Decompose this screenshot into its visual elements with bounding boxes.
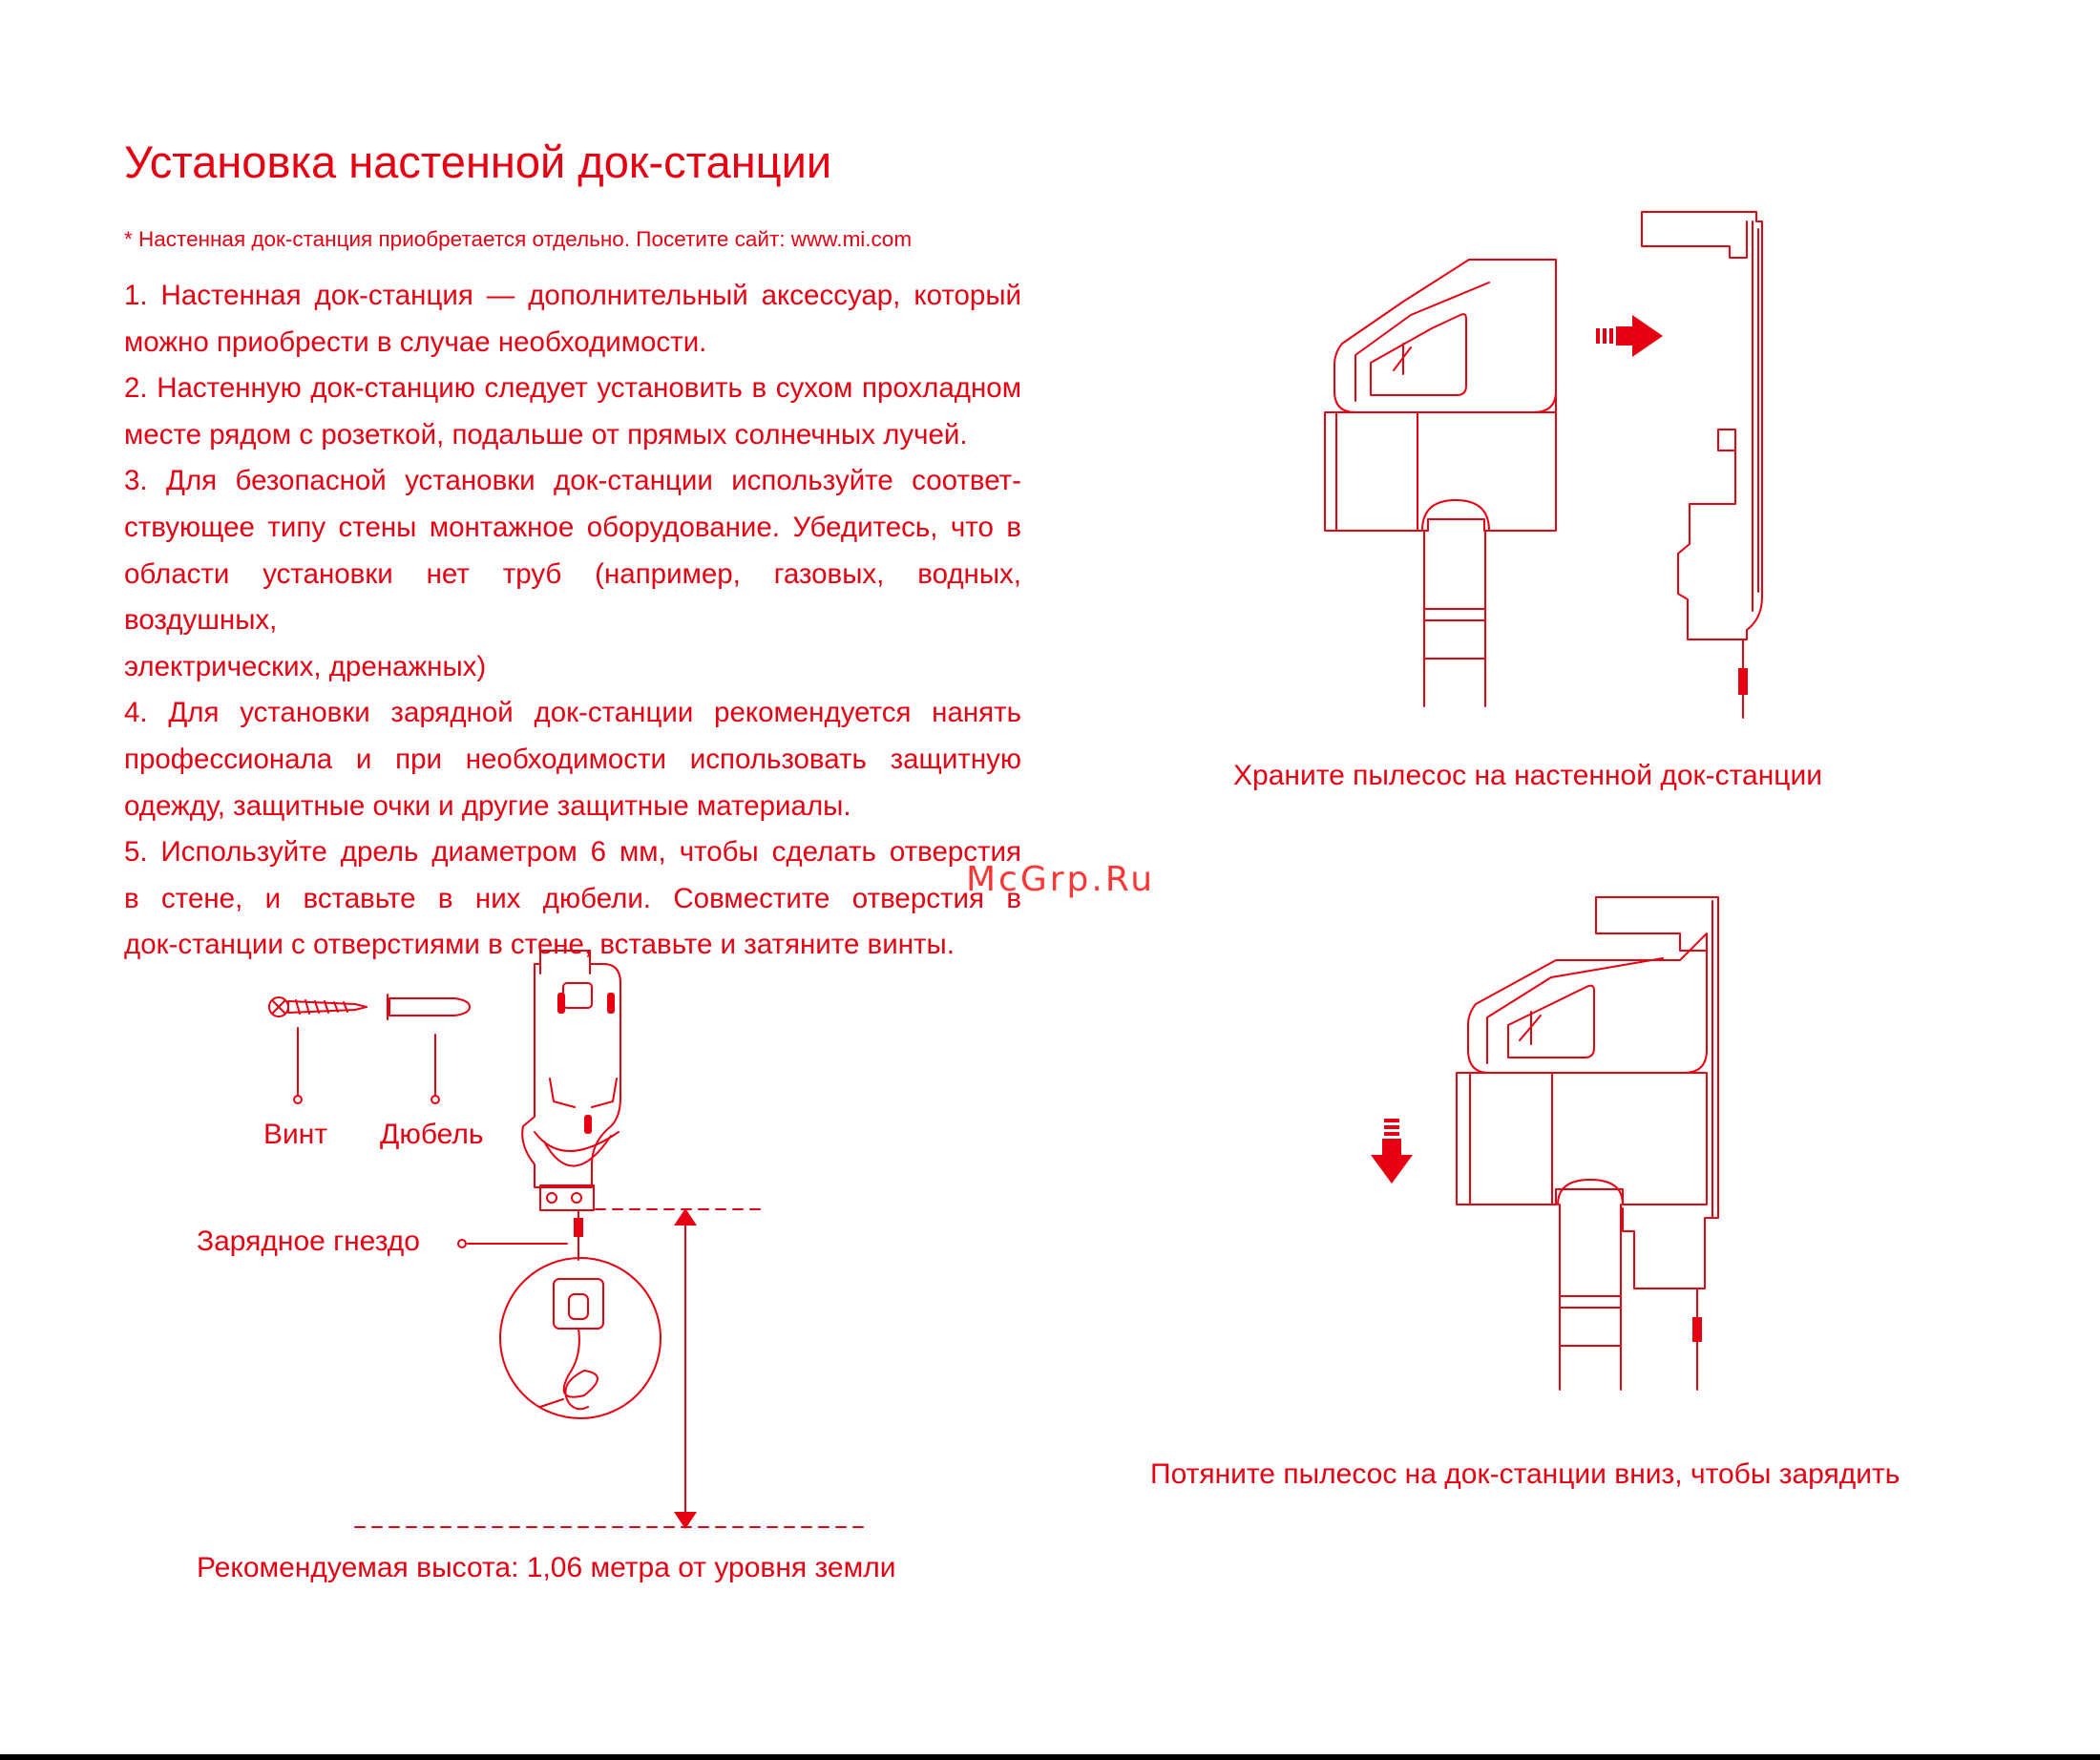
store-caption: Храните пылесос на настенной док-станции [1233, 760, 1822, 791]
instruction-line: 3. Для безопасной установки док-станции используйте соответ- [124, 465, 1021, 497]
instruction-line: можно приобрести в случае необходимости. [124, 325, 707, 358]
pull-caption: Потяните пылесос на док-станции вниз, чтобы зарядить [1150, 1458, 1900, 1490]
screw-icon [269, 997, 367, 1103]
socket-callout [458, 1240, 661, 1418]
instruction-line: одежду, защитные очки и другие защитные материалы. [124, 789, 851, 822]
instruction-line: 2. Настенную док-станцию следует установить в сухом прохладном [124, 372, 1021, 405]
arrow-right-icon [1596, 315, 1663, 357]
instruction-line: в стене, и вставьте в них дюбели. Совместите отверстия в [124, 882, 1021, 914]
socket-label: Зарядное гнездо [197, 1226, 420, 1257]
anchor-label: Дюбель [380, 1119, 484, 1150]
instruction-line: электрических, дренажных) [124, 650, 487, 682]
wall-dock-illustration-top [1642, 212, 1762, 718]
instruction-line: области установки нет труб (например, газовых, водных, воздушных, [124, 557, 1021, 637]
instruction-line: 1. Настенная док-станция — дополнительный аксессуар, который [124, 280, 1021, 311]
purchase-note: * Настенная док-станция приобретается отдельно. Посетите сайт: www.mi.com [124, 227, 913, 251]
height-dimension [355, 1208, 869, 1529]
instruction-line: месте рядом с розеткой, подальше от прямых солнечных лучей. [124, 418, 968, 450]
screw-label: Винт [263, 1119, 328, 1150]
watermark-text: McGrp.Ru [966, 860, 1156, 899]
instruction-line: док-станции с отверстиями в стене, вставьте и затяните винты. [124, 929, 955, 961]
vacuum-head-illustration-top [1325, 260, 1556, 706]
wall-anchor-icon [388, 995, 470, 1103]
instruction-line: 5. Используйте дрель диаметром 6 мм, чтобы сделать отверстия [124, 836, 1021, 869]
arrow-down-icon [1371, 1119, 1413, 1184]
dock-front-illustration [522, 951, 620, 1260]
instruction-line: профессионала и при необходимости использовать защитную [124, 743, 1021, 775]
page-bottom-border [0, 1754, 2100, 1760]
instruction-line: 4. Для установки зарядной док-станции рекомендуется нанять [124, 697, 1021, 729]
page-title: Установка настенной док-станции [124, 136, 832, 187]
instruction-line: ствующее типу стены монтажное оборудование. Убедитесь, что в [124, 511, 1021, 543]
height-label: Рекомендуемая высота: 1,06 метра от уровня земли [197, 1552, 896, 1583]
docked-vacuum-illustration [1457, 897, 1718, 1390]
